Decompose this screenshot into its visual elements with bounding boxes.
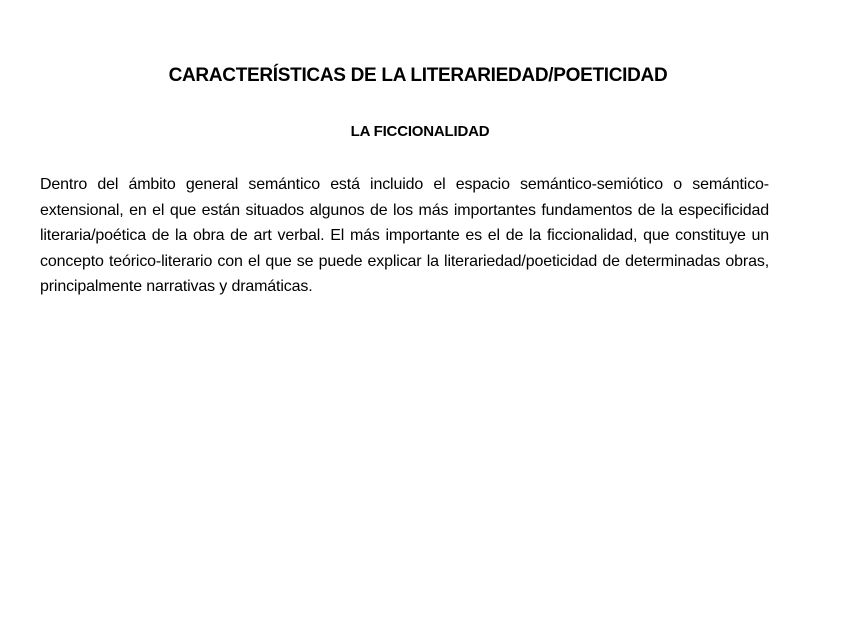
slide-subtitle: LA FICCIONALIDAD — [350, 123, 490, 140]
body-paragraph: Dentro del ámbito general semántico está incluido el espacio semántico-semiótico o semántico-extensional, en el que están situados algunos de los más importantes fundamentos de la especificidad literaria/poética de la obra de art verbal. El más importante es el de la ficcionalidad, que constituye un concepto teórico-literario con el que se puede explicar la literariedad/poeticidad de determinadas obras, principalmente narrativas y dramáticas. — [40, 176, 769, 295]
slide-title: CARACTERÍSTICAS DE LA LITERARIEDAD/POETICIDAD — [168, 65, 668, 86]
